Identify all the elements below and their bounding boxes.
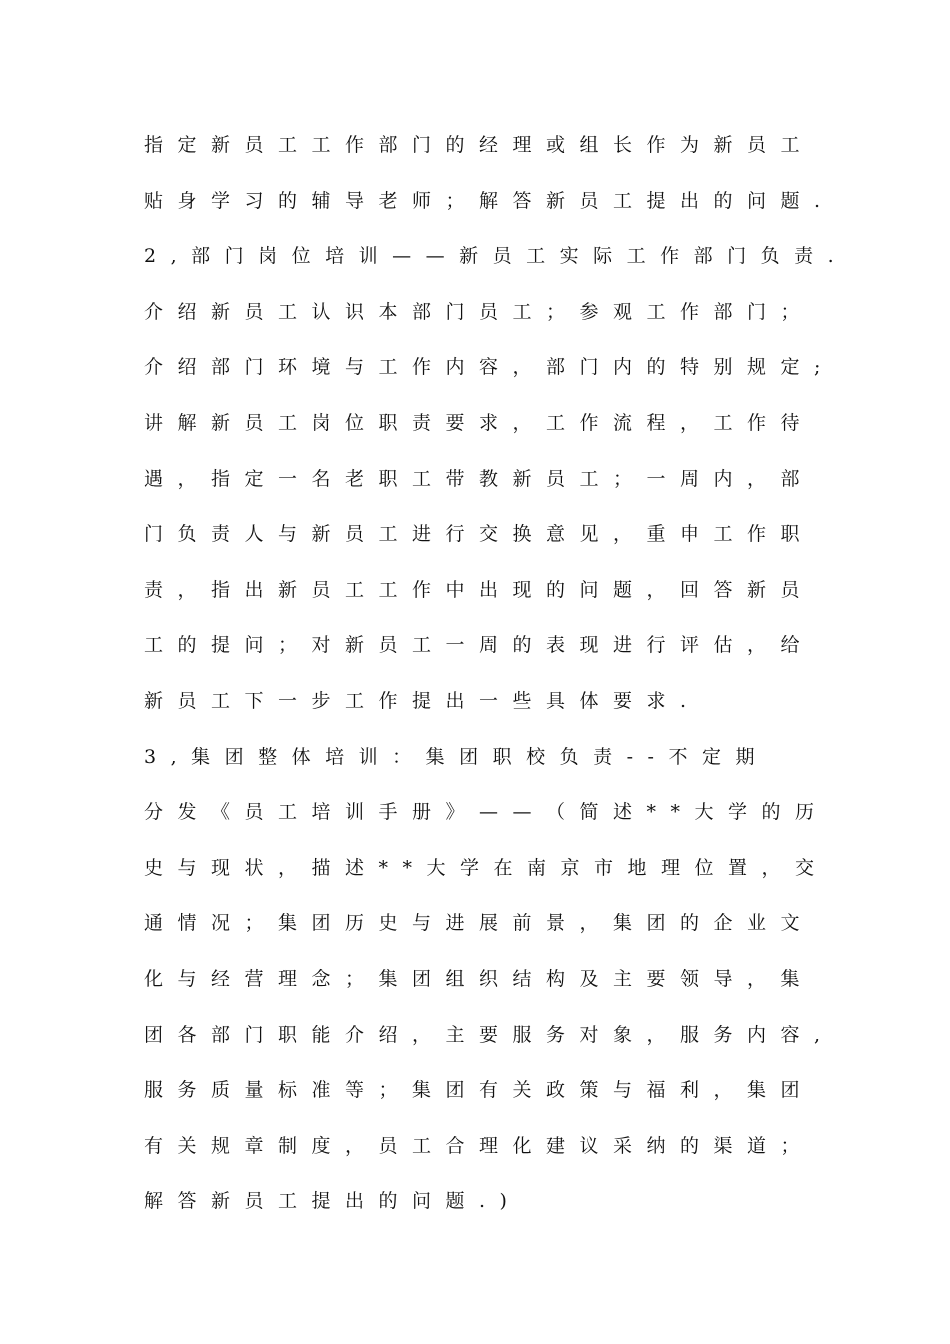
text-line: 有关规章制度，员工合理化建议采纳的渠道；	[144, 1134, 815, 1157]
text-line: 工的提问；对新员工一周的表现进行评估，给	[144, 634, 815, 657]
body-text	[144, 127, 849, 1239]
text-line: 通情况；集团历史与进展前景，集团的企业文	[144, 912, 815, 935]
text-line: 分发《员工培训手册》——（简述**大学的历	[144, 801, 829, 824]
text-line: 贴身学习的辅导老师；解答新员工提出的问题.	[144, 189, 835, 212]
text-line: 新员工下一步工作提出一些具体要求.	[144, 689, 701, 712]
text-line: 介绍新员工认识本部门员工；参观工作部门；	[144, 300, 815, 323]
text-line: 门负责人与新员工进行交换意见，重申工作职	[144, 523, 815, 546]
text-line: 介绍部门环境与工作内容，部门内的特别规定;	[144, 356, 835, 379]
text-line: 化与经营理念；集团组织结构及主要领导，集	[144, 967, 815, 990]
text-line: 服务质量标准等；集团有关政策与福利，集团	[144, 1079, 815, 1102]
text-line: 讲解新员工岗位职责要求，工作流程，工作待	[144, 411, 815, 434]
text-line: 解答新员工提出的问题.)	[144, 1190, 522, 1213]
text-line: 指定新员工工作部门的经理或组长作为新员工	[144, 134, 815, 156]
text-line: 3,集团整体培训：集团职校负责--不定期	[144, 745, 769, 768]
text-line: 史与现状，描述**大学在南京市地理位置，交	[144, 856, 829, 879]
text-line: 责，指出新员工工作中出现的问题，回答新员	[144, 578, 815, 601]
text-line: 团各部门职能介绍，主要服务对象，服务内容,	[144, 1023, 835, 1046]
text-line: 2,部门岗位培训——新员工实际工作部门负责.	[144, 245, 849, 268]
text-line: 遇，指定一名老职工带教新员工；一周内，部	[144, 467, 815, 490]
